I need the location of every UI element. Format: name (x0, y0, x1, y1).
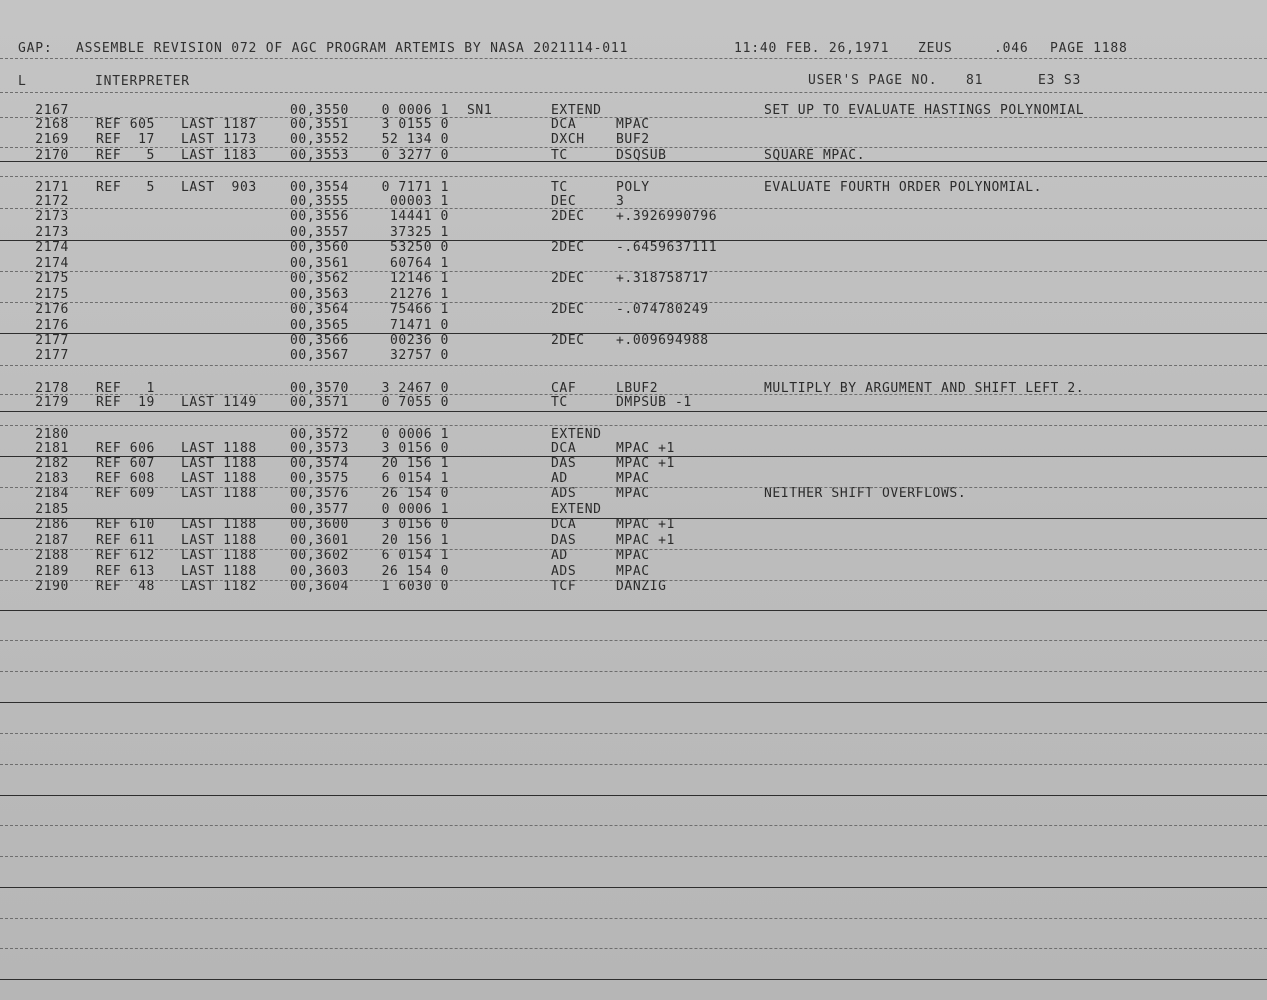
opcode: DCA (551, 517, 577, 532)
paper-rule-dashed (0, 640, 1267, 641)
operand: 3 (616, 194, 625, 209)
last-column: LAST 1149 (181, 395, 257, 410)
last-column: LAST 1188 (181, 471, 257, 486)
operand: MPAC (616, 486, 650, 501)
address-column: 00,3552 (290, 132, 349, 147)
paper-rule (0, 161, 1267, 162)
address-column: 00,3566 (290, 333, 349, 348)
opcode: 2DEC (551, 271, 585, 286)
last-column: LAST 1188 (181, 441, 257, 456)
paper-rule (0, 518, 1267, 519)
line-number: 2175 (35, 271, 69, 286)
line-number: 2184 (35, 486, 69, 501)
opcode: DAS (551, 533, 577, 548)
octal-word: 0 0006 1 (381, 502, 449, 517)
line-number: 2173 (35, 225, 69, 240)
opcode: EXTEND (551, 103, 602, 118)
address-column: 00,3567 (290, 348, 349, 363)
opcode: AD (551, 548, 568, 563)
subheader-rule (0, 92, 1267, 93)
paper-rule-dashed (0, 176, 1267, 177)
ref-column: REF 611 (96, 533, 155, 548)
operand: LBUF2 (616, 381, 659, 396)
ref-column: REF 48 (96, 579, 155, 594)
operand: +.3926990796 (616, 209, 718, 224)
paper-rule (0, 411, 1267, 412)
octal-word: 52 134 0 (381, 132, 449, 147)
line-number: 2174 (35, 256, 69, 271)
users-page-label: USER'S PAGE NO. (808, 73, 938, 88)
users-page-number: 81 (966, 73, 984, 88)
octal-word: 12146 1 (390, 271, 449, 286)
line-number: 2169 (35, 132, 69, 147)
comment: MULTIPLY BY ARGUMENT AND SHIFT LEFT 2. (764, 381, 1085, 396)
operand: DANZIG (616, 579, 667, 594)
address-column: 00,3601 (290, 533, 349, 548)
last-column: LAST 1182 (181, 579, 257, 594)
octal-word: 3 0155 0 (381, 117, 449, 132)
opcode: TC (551, 148, 568, 163)
address-column: 00,3573 (290, 441, 349, 456)
operand: MPAC +1 (616, 517, 675, 532)
opcode: 2DEC (551, 240, 585, 255)
paper-rule (0, 610, 1267, 611)
opcode: CAF (551, 381, 577, 396)
paper-rule (0, 887, 1267, 888)
opcode: DXCH (551, 132, 585, 147)
operand: DMPSUB -1 (616, 395, 692, 410)
octal-word: 00236 0 (390, 333, 449, 348)
paper-rule-dashed (0, 394, 1267, 395)
octal-word: 3 0156 0 (381, 517, 449, 532)
operand: POLY (616, 180, 650, 195)
octal-word: 75466 1 (390, 302, 449, 317)
ref-column: REF 5 (96, 148, 155, 163)
comment: SET UP TO EVALUATE HASTINGS POLYNOMIAL (764, 103, 1085, 118)
octal-word: 0 7171 1 (381, 180, 449, 195)
paper-rule (0, 333, 1267, 334)
comment: NEITHER SHIFT OVERFLOWS. (764, 486, 967, 501)
octal-word: 3 2467 0 (381, 381, 449, 396)
paper-rule-dashed (0, 918, 1267, 919)
ref-column: REF 609 (96, 486, 155, 501)
last-column: LAST 1187 (181, 117, 257, 132)
paper-rule-dashed (0, 425, 1267, 426)
operand: MPAC +1 (616, 441, 675, 456)
line-number: 2177 (35, 348, 69, 363)
operand: MPAC (616, 564, 650, 579)
last-column: LAST 903 (181, 180, 257, 195)
symbol-label: SN1 (467, 103, 493, 118)
header-assembly-title: ASSEMBLE REVISION 072 OF AGC PROGRAM ARTEMIS BY NASA 2021114-011 (76, 41, 629, 56)
comment: EVALUATE FOURTH ORDER POLYNOMIAL. (764, 180, 1043, 195)
octal-word: 60764 1 (390, 256, 449, 271)
ref-column: REF 605 (96, 117, 155, 132)
opcode: DEC (551, 194, 577, 209)
paper-rule (0, 240, 1267, 241)
ref-column: REF 613 (96, 564, 155, 579)
line-number: 2181 (35, 441, 69, 456)
address-column: 00,3570 (290, 381, 349, 396)
address-column: 00,3565 (290, 318, 349, 333)
octal-word: 21276 1 (390, 287, 449, 302)
location-code: E3 S3 (1038, 73, 1082, 88)
paper-rule-dashed (0, 147, 1267, 148)
address-column: 00,3577 (290, 502, 349, 517)
last-column: LAST 1188 (181, 517, 257, 532)
address-column: 00,3600 (290, 517, 349, 532)
last-column: LAST 1188 (181, 456, 257, 471)
operand: BUF2 (616, 132, 650, 147)
line-number: 2180 (35, 427, 69, 442)
address-column: 00,3563 (290, 287, 349, 302)
address-column: 00,3561 (290, 256, 349, 271)
line-number: 2188 (35, 548, 69, 563)
paper-rule-dashed (0, 733, 1267, 734)
operand: -.074780249 (616, 302, 709, 317)
opcode: ADS (551, 564, 577, 579)
ref-column: REF 608 (96, 471, 155, 486)
opcode: ADS (551, 486, 577, 501)
operand: +.318758717 (616, 271, 709, 286)
line-number: 2174 (35, 240, 69, 255)
address-column: 00,3604 (290, 579, 349, 594)
operand: MPAC (616, 117, 650, 132)
header-code: .046 (994, 41, 1029, 56)
line-number: 2189 (35, 564, 69, 579)
operand: +.009694988 (616, 333, 709, 348)
opcode: TC (551, 180, 568, 195)
last-column: LAST 1188 (181, 486, 257, 501)
octal-word: 0 0006 1 (381, 103, 449, 118)
line-number: 2177 (35, 333, 69, 348)
octal-word: 0 0006 1 (381, 427, 449, 442)
ref-column: REF 17 (96, 132, 155, 147)
octal-word: 26 154 0 (381, 564, 449, 579)
octal-word: 20 156 1 (381, 533, 449, 548)
line-number: 2185 (35, 502, 69, 517)
line-number: 2172 (35, 194, 69, 209)
paper-rule-dashed (0, 825, 1267, 826)
paper-rule-dashed (0, 948, 1267, 949)
last-column: LAST 1188 (181, 548, 257, 563)
paper-rule-dashed (0, 365, 1267, 366)
line-number: 2182 (35, 456, 69, 471)
paper-rule-dashed (0, 764, 1267, 765)
opcode: EXTEND (551, 427, 602, 442)
paper-rule-dashed (0, 208, 1267, 209)
octal-word: 37325 1 (390, 225, 449, 240)
line-number: 2170 (35, 148, 69, 163)
address-column: 00,3562 (290, 271, 349, 286)
octal-word: 1 6030 0 (381, 579, 449, 594)
operand: -.6459637111 (616, 240, 718, 255)
address-column: 00,3556 (290, 209, 349, 224)
line-number: 2167 (35, 103, 69, 118)
line-number: 2183 (35, 471, 69, 486)
opcode: DAS (551, 456, 577, 471)
address-column: 00,3553 (290, 148, 349, 163)
header-gap-label: GAP: (18, 41, 53, 56)
paper-rule (0, 456, 1267, 457)
octal-word: 0 3277 0 (381, 148, 449, 163)
octal-word: 53250 0 (390, 240, 449, 255)
paper-rule-dashed (0, 580, 1267, 581)
line-number: 2178 (35, 381, 69, 396)
address-column: 00,3551 (290, 117, 349, 132)
address-column: 00,3576 (290, 486, 349, 501)
paper-rule-dashed (0, 856, 1267, 857)
octal-word: 26 154 0 (381, 486, 449, 501)
octal-word: 00003 1 (390, 194, 449, 209)
operand: MPAC (616, 471, 650, 486)
address-column: 00,3564 (290, 302, 349, 317)
operand: MPAC +1 (616, 533, 675, 548)
octal-word: 6 0154 1 (381, 548, 449, 563)
address-column: 00,3603 (290, 564, 349, 579)
paper-rule (0, 795, 1267, 796)
address-column: 00,3555 (290, 194, 349, 209)
address-column: 00,3560 (290, 240, 349, 255)
ref-column: REF 606 (96, 441, 155, 456)
line-number: 2187 (35, 533, 69, 548)
paper-rule-dashed (0, 671, 1267, 672)
octal-word: 20 156 1 (381, 456, 449, 471)
octal-word: 0 7055 0 (381, 395, 449, 410)
header-timestamp: 11:40 FEB. 26,1971 (734, 41, 890, 56)
address-column: 00,3550 (290, 103, 349, 118)
line-number: 2171 (35, 180, 69, 195)
line-number: 2176 (35, 318, 69, 333)
address-column: 00,3575 (290, 471, 349, 486)
address-column: 00,3602 (290, 548, 349, 563)
line-number: 2186 (35, 517, 69, 532)
octal-word: 6 0154 1 (381, 471, 449, 486)
address-column: 00,3557 (290, 225, 349, 240)
header-user: ZEUS (918, 41, 953, 56)
ref-column: REF 610 (96, 517, 155, 532)
opcode: AD (551, 471, 568, 486)
last-column: LAST 1183 (181, 148, 257, 163)
operand: MPAC +1 (616, 456, 675, 471)
opcode: 2DEC (551, 302, 585, 317)
paper-rule (0, 979, 1267, 980)
address-column: 00,3572 (290, 427, 349, 442)
comment: SQUARE MPAC. (764, 148, 866, 163)
address-column: 00,3571 (290, 395, 349, 410)
opcode: 2DEC (551, 333, 585, 348)
line-number: 2190 (35, 579, 69, 594)
paper-rule-dashed (0, 302, 1267, 303)
operand: MPAC (616, 548, 650, 563)
opcode: TCF (551, 579, 577, 594)
line-number: 2176 (35, 302, 69, 317)
ref-column: REF 5 (96, 180, 155, 195)
paper-rule-dashed (0, 549, 1267, 550)
last-column: LAST 1188 (181, 564, 257, 579)
line-number: 2173 (35, 209, 69, 224)
octal-word: 32757 0 (390, 348, 449, 363)
section-title: INTERPRETER (95, 74, 190, 89)
operand: DSQSUB (616, 148, 667, 163)
opcode: DCA (551, 441, 577, 456)
paper-rule-dashed (0, 117, 1267, 118)
last-column: LAST 1173 (181, 132, 257, 147)
section-flag: L (18, 74, 27, 89)
last-column: LAST 1188 (181, 533, 257, 548)
header-page-number: PAGE 1188 (1050, 41, 1128, 56)
opcode: TC (551, 395, 568, 410)
opcode: EXTEND (551, 502, 602, 517)
ref-column: REF 607 (96, 456, 155, 471)
address-column: 00,3554 (290, 180, 349, 195)
line-number: 2168 (35, 117, 69, 132)
ref-column: REF 19 (96, 395, 155, 410)
paper-rule (0, 702, 1267, 703)
octal-word: 71471 0 (390, 318, 449, 333)
paper-rule-dashed (0, 271, 1267, 272)
opcode: DCA (551, 117, 577, 132)
address-column: 00,3574 (290, 456, 349, 471)
line-number: 2179 (35, 395, 69, 410)
opcode: 2DEC (551, 209, 585, 224)
ref-column: REF 1 (96, 381, 155, 396)
octal-word: 14441 0 (390, 209, 449, 224)
octal-word: 3 0156 0 (381, 441, 449, 456)
ref-column: REF 612 (96, 548, 155, 563)
line-number: 2175 (35, 287, 69, 302)
paper-rule-dashed (0, 487, 1267, 488)
header-rule (0, 58, 1267, 59)
